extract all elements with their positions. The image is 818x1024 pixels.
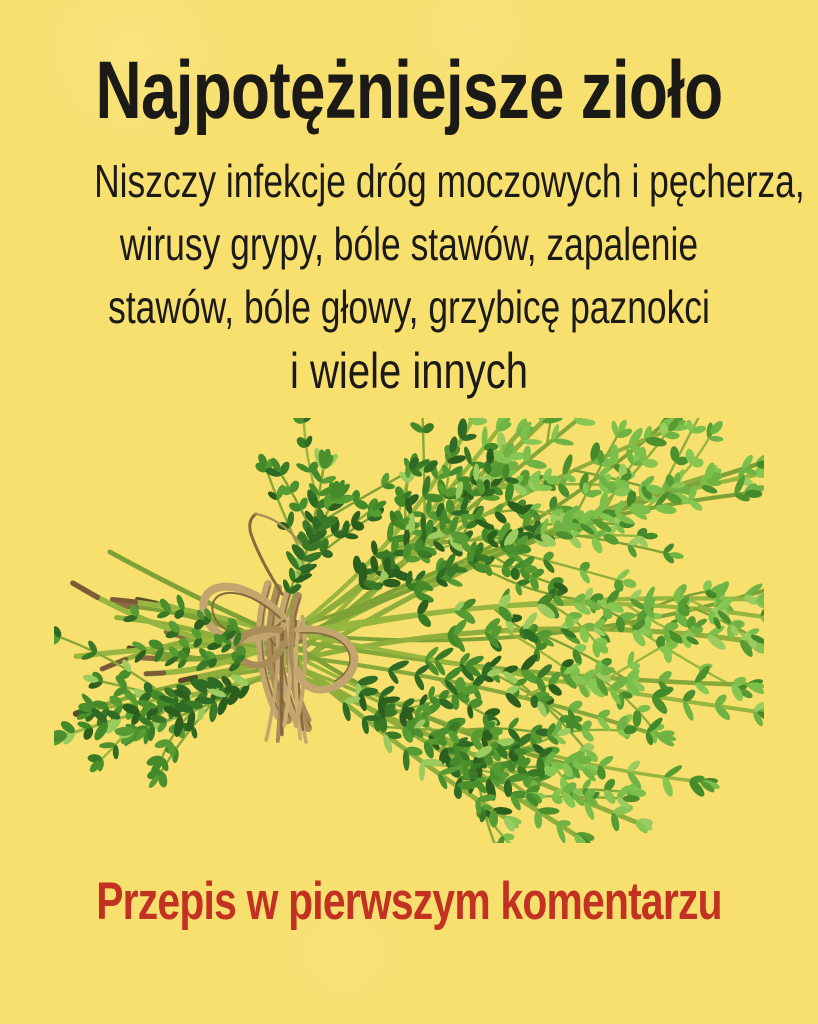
body-line-3: stawów, bóle głowy, grzybicę paznokci	[108, 281, 710, 333]
emphasis-line: i wiele innych	[290, 343, 528, 399]
body-text	[94, 150, 805, 339]
thyme-bundle-image	[54, 418, 764, 848]
footer-cta: Przepis w pierwszym komentarzu	[96, 872, 722, 931]
headline: Najpotężniejsze zioło	[95, 45, 723, 136]
body-line-1: Niszczy infekcje dróg moczowych i pęcherza,	[94, 155, 805, 207]
body-line-2: wirusy grypy, bóle stawów, zapalenie	[119, 218, 699, 270]
